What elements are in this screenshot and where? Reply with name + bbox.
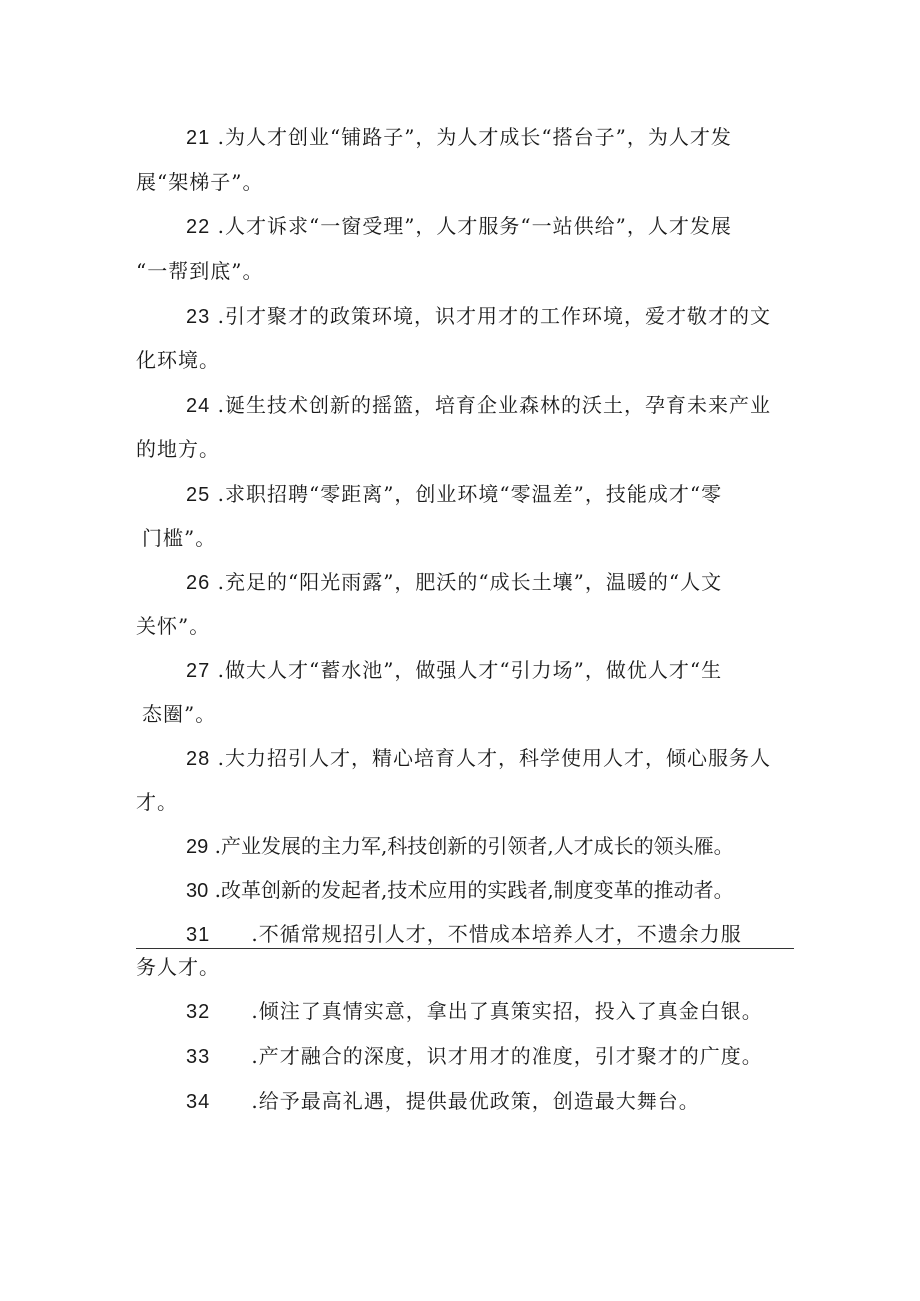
item-32-line-1: [186, 999, 763, 1024]
item-22-line-1: [186, 214, 732, 239]
item-33-line-1: [186, 1044, 763, 1069]
item-number: 34: [186, 1091, 211, 1113]
item-31-line-1: [186, 922, 742, 947]
item-25-line-2: 门槛”。: [142, 526, 217, 550]
item-31-line-2: 务人才。: [136, 955, 220, 979]
item-23-line-1: [186, 304, 771, 329]
item-22-line-2: “一帮到底”。: [136, 259, 264, 283]
item-24-line-2: 的地方。: [136, 437, 220, 461]
item-text: .产才融合的深度，识才用才的准度，引才聚才的广度。: [251, 1044, 763, 1068]
item-text: .产业发展的主力军,科技创新的引领者,人才成长的领头雁。: [214, 834, 734, 858]
item-21-line-2: 展“架梯子”。: [136, 170, 264, 194]
item-text: .改革创新的发起者,技术应用的实践者,制度变革的推动者。: [214, 878, 734, 902]
item-34-line-1: [186, 1089, 700, 1114]
item-24-line-1: [186, 393, 771, 418]
item-27-line-1: [186, 658, 722, 683]
item-number: 32: [186, 1001, 211, 1023]
item-text: .充足的“阳光雨露”，肥沃的“成长土壤”，温暖的“人文: [217, 570, 723, 594]
item-25-line-1: [186, 482, 722, 507]
item-23-line-2: 化环境。: [136, 348, 220, 372]
item-28-line-2: 才。: [136, 790, 178, 814]
item-number: 23: [186, 306, 211, 328]
item-21-line-1: [186, 125, 732, 150]
item-29-line-1: [186, 834, 734, 859]
item-26-line-1: [186, 570, 722, 595]
item-number: 25: [186, 484, 211, 506]
item-text: .大力招引人才，精心培育人才，科学使用人才，倾心服务人: [217, 746, 771, 770]
item-text: .做大人才“蓄水池”，做强人才“引力场”，做优人才“生: [217, 658, 723, 682]
horizontal-rule: [136, 948, 794, 949]
item-number: 33: [186, 1046, 211, 1068]
item-number: 21: [186, 127, 211, 149]
item-text: .人才诉求“一窗受理”，人才服务“一站供给”，人才发展: [217, 214, 732, 238]
item-text: .求职招聘“零距离”，创业环境“零温差”，技能成才“零: [217, 482, 723, 506]
item-text: .倾注了真情实意，拿出了真策实招，投入了真金白银。: [251, 999, 763, 1023]
item-30-line-1: [186, 878, 734, 903]
item-number: 30: [186, 880, 209, 902]
item-27-line-2: 态圈”。: [142, 702, 217, 726]
item-number: 27: [186, 660, 211, 682]
item-text: .为人才创业“铺路子”，为人才成长“搭台子”，为人才发: [217, 125, 732, 149]
item-28-line-1: [186, 746, 771, 771]
item-number: 31: [186, 924, 211, 946]
item-text: .引才聚才的政策环境，识才用才的工作环境，爱才敬才的文: [217, 304, 771, 328]
item-number: 28: [186, 748, 211, 770]
item-number: 29: [186, 836, 209, 858]
item-number: 24: [186, 395, 211, 417]
item-text: .给予最高礼遇，提供最优政策，创造最大舞台。: [251, 1089, 700, 1113]
item-number: 22: [186, 216, 211, 238]
item-text: .不循常规招引人才，不惜成本培养人才，不遗余力服: [251, 922, 742, 946]
item-text: .诞生技术创新的摇篮，培育企业森林的沃土，孕育未来产业: [217, 393, 771, 417]
item-26-line-2: 关怀”。: [136, 614, 211, 638]
item-number: 26: [186, 572, 211, 594]
